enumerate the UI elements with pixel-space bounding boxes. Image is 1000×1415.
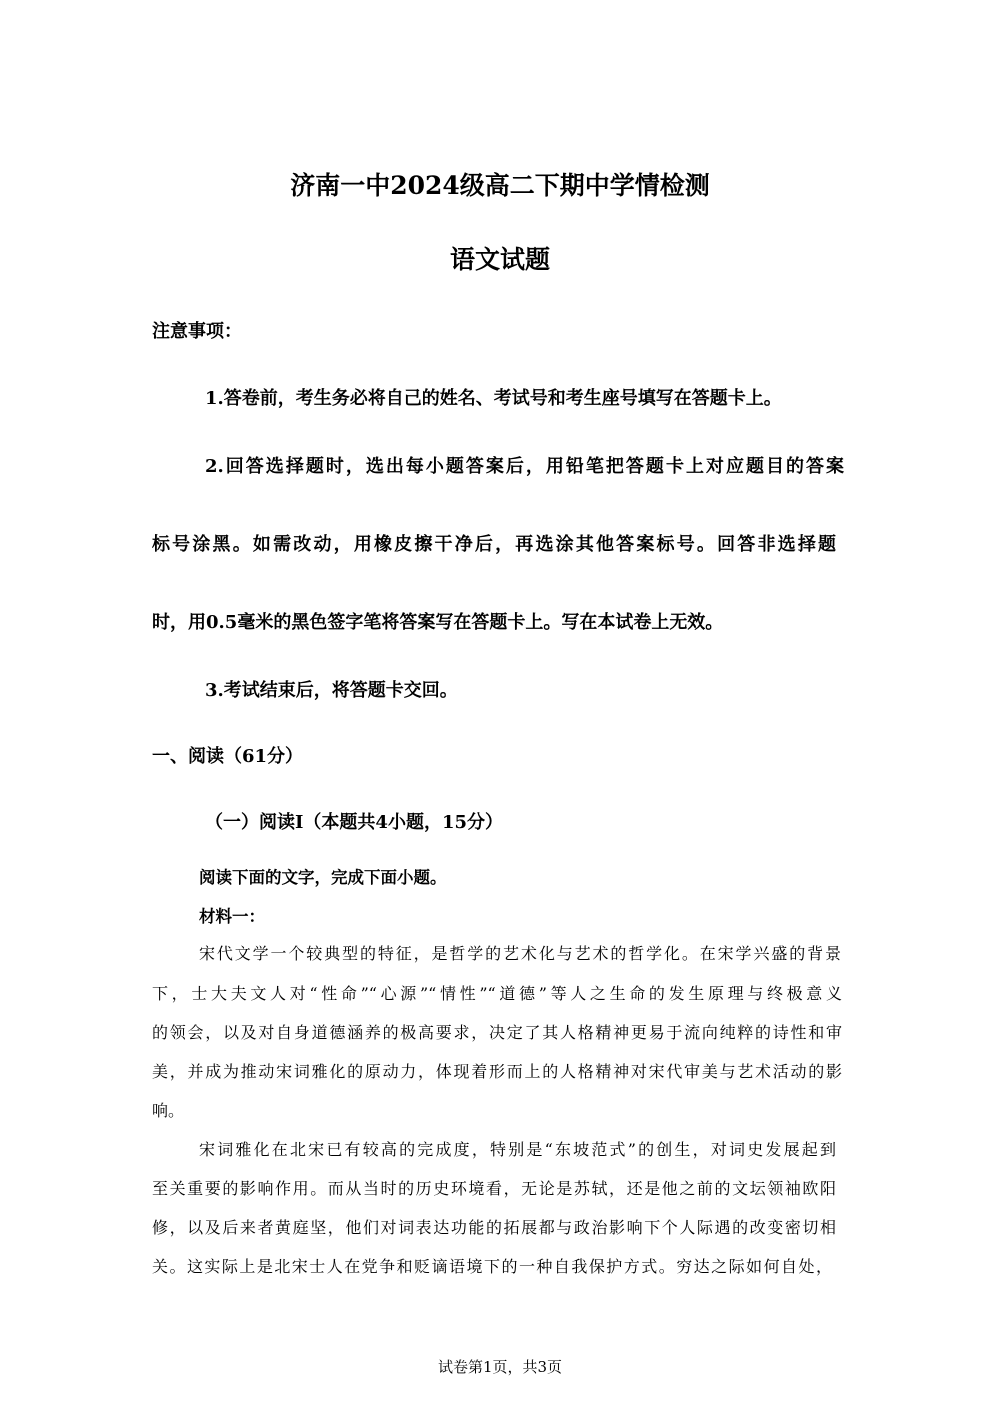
- notice-item-2-line-3: 时，用0.5毫米的黑色签字笔将答案写在答题卡上。写在本试卷上无效。: [152, 612, 724, 633]
- exam-title: 济南一中2024级高二下期中学情检测: [290, 171, 710, 200]
- material-label: 材料一：: [199, 907, 265, 926]
- paragraph-1-line-1: 宋代文学一个较典型的特征，是哲学的艺术化与艺术的哲学化。在宋学兴盛的背景: [199, 944, 841, 963]
- paragraph-2-line-2: 至关重要的影响作用。而从当时的历史环境看，无论是苏轼，还是他之前的文坛领袖欧阳: [152, 1179, 836, 1198]
- paragraph-2-line-3: 修，以及后来者黄庭坚，他们对词表达功能的拓展都与政治影响下个人际遇的改变密切相: [152, 1218, 836, 1237]
- notice-heading: 注意事项：: [152, 321, 242, 342]
- page-footer: 试卷第1页，共3页: [437, 1358, 563, 1376]
- sub-section-heading: （一）阅读Ⅰ（本题共4小题，15分）: [205, 812, 503, 833]
- notice-item-2-line-2: 标号涂黑。如需改动，用橡皮擦干净后，再选涂其他答案标号。回答非选择题: [152, 534, 836, 555]
- paragraph-1-line-3: 的领会，以及对自身道德涵养的极高要求，决定了其人格精神更易于流向纯粹的诗性和审: [152, 1023, 842, 1042]
- exam-subtitle: 语文试题: [449, 245, 550, 274]
- notice-item-3: 3.考试结束后，将答题卡交回。: [205, 680, 458, 701]
- reading-instruction: 阅读下面的文字，完成下面小题。: [199, 868, 447, 887]
- paragraph-2-line-1: 宋词雅化在北宋已有较高的完成度，特别是“东坡范式”的创生，对词史发展起到: [199, 1140, 836, 1159]
- notice-item-1: 1.答卷前，考生务必将自己的姓名、考试号和考生座号填写在答题卡上。: [205, 388, 782, 409]
- paragraph-1-line-2: 下，士大夫文人对“性命”“心源”“情性”“道德”等人之生命的发生原理与终极意义: [152, 984, 842, 1003]
- paragraph-1-line-4: 美，并成为推动宋词雅化的原动力，体现着形而上的人格精神对宋代审美与艺术活动的影: [152, 1062, 842, 1081]
- section-heading: 一、阅读（61分）: [152, 746, 304, 767]
- paragraph-1-line-5: 响。: [152, 1101, 185, 1120]
- notice-item-2-line-1: 2.回答选择题时，选出每小题答案后，用铅笔把答题卡上对应题目的答案: [205, 456, 844, 477]
- paragraph-2-line-4: 关。这实际上是北宋士人在党争和贬谪语境下的一种自我保护方式。穷达之际如何自处，: [152, 1257, 832, 1276]
